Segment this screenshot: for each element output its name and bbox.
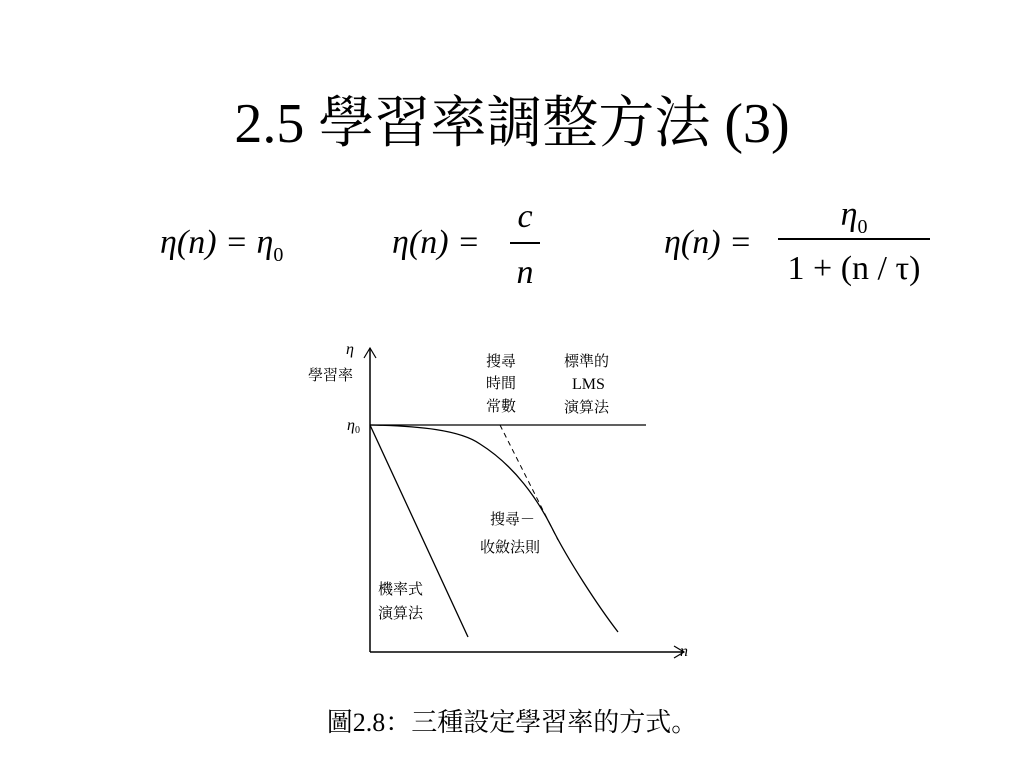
eta0-label: [347, 417, 360, 436]
formula-search-converge-denominator: 1 + (n / τ): [787, 250, 921, 287]
formula-search-converge-num-sub: 0: [857, 215, 868, 238]
formula-search-converge: [664, 226, 752, 260]
formula-search-converge-numerator: [778, 198, 930, 237]
search-converge-line1: 搜尋－: [490, 510, 536, 528]
search-time-constant-line1: 搜尋: [486, 352, 517, 370]
standard-lms-line1: 標準的: [564, 352, 610, 370]
search-converge-curve: [370, 425, 618, 632]
learning-rate-diagram: [300, 330, 700, 670]
formula-inverse-denominator: n: [516, 254, 534, 291]
formula-constant-lhs: η(n) = η: [160, 224, 274, 261]
formula-search-converge-lhs: η(n) =: [664, 224, 752, 261]
formula-search-converge-num-eta: η: [840, 196, 858, 233]
formula-constant: [160, 226, 283, 265]
formula-constant-sub: 0: [273, 243, 284, 266]
slide-title: 2.5 學習率調整方法 (3): [234, 93, 790, 155]
standard-lms-line3: 演算法: [564, 398, 610, 416]
search-time-constant-line3: 常數: [486, 397, 517, 415]
formula-inverse-bar: [510, 242, 540, 244]
formula-search-converge-bar: [778, 238, 930, 240]
formula-inverse-numerator: c: [517, 198, 533, 235]
y-axis-symbol: η: [346, 341, 354, 358]
formula-search-converge-fraction: [778, 198, 930, 292]
eta0-subscript: 0: [354, 425, 360, 436]
stochastic-line1: 機率式: [378, 580, 424, 598]
search-converge-line2: 收斂法則: [480, 538, 541, 556]
formula-inverse-lhs: η(n) =: [392, 224, 480, 261]
x-axis-symbol: n: [680, 643, 688, 660]
figure-caption: 圖2.8：三種設定學習率的方式。: [326, 708, 698, 737]
eta0-symbol: η: [347, 417, 355, 434]
formula-inverse-fraction: [510, 200, 540, 290]
stochastic-line2: 演算法: [378, 604, 424, 622]
search-time-constant-line2: 時間: [486, 374, 517, 392]
y-axis-label: 學習率: [308, 366, 354, 384]
formula-inverse: [392, 226, 480, 260]
standard-lms-line2: LMS: [572, 376, 605, 393]
